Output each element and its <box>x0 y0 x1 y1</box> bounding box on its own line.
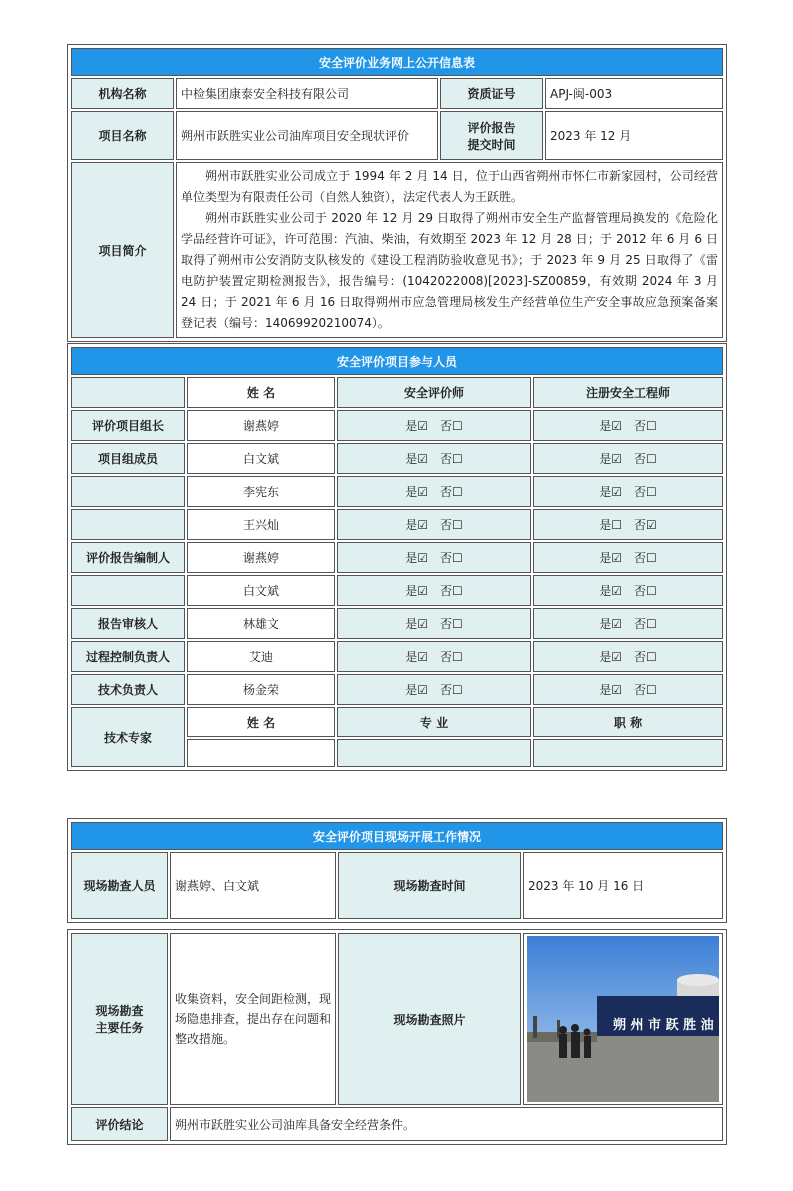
org-label: 机构名称 <box>71 78 174 109</box>
intro-label: 项目简介 <box>71 162 174 338</box>
col-engineer-header: 注册安全工程师 <box>533 377 723 408</box>
staff-title: 安全评价项目参与人员 <box>71 347 723 375</box>
site-people-label: 现场勘查人员 <box>71 852 168 919</box>
evaluator-checkbox-group: 是☑ 否☐ <box>337 575 531 606</box>
intro-paragraph-2: 朔州市跃胜实业公司于 2020 年 12 月 29 日取得了朔州市安全生产监督管理局换发的《危险化学品经营许可证》，许可范围：汽油、柴油，有效期至 2023 年 12 月 28 日；于 2012 年 6 月 6 日取得了朔州市公安消防支队核发的《建设工程消防验收意见书》；于 2023 年 9 月 25 日取得了《雷电防护装置定期检测报告》，报告编号：(1042022008)[2023]-SZ00859，有效期 2024 年 3 月 24 日；于 2021 年 6 月 16 日取得朔州市应急管理局核发生产经营单位生产安全事故应急预案备案登记表（编号：14069920210074）。 <box>181 211 718 330</box>
report-time-label-line1: 评价报告 <box>467 120 516 135</box>
site-photo <box>527 936 719 1102</box>
site-task-label <box>71 933 168 1105</box>
staff-name: 林雄文 <box>187 608 335 639</box>
conclusion-value: 朔州市跃胜实业公司油库具备安全经营条件。 <box>170 1107 723 1141</box>
staff-name: 李宪东 <box>187 476 335 507</box>
staff-role: 报告审核人 <box>71 608 185 639</box>
expert-title-value <box>533 739 723 767</box>
org-value: 中检集团康泰安全科技有限公司 <box>176 78 438 109</box>
intro-value <box>176 162 723 338</box>
site-photo-label: 现场勘查照片 <box>338 933 521 1105</box>
site-info-table <box>67 818 727 923</box>
expert-label: 技术专家 <box>71 707 185 767</box>
table-row <box>71 443 723 474</box>
evaluator-checkbox-group: 是☑ 否☐ <box>337 608 531 639</box>
engineer-checkbox-group: 是☑ 否☐ <box>533 575 723 606</box>
project-value: 朔州市跃胜实业公司油库项目安全现状评价 <box>176 111 438 160</box>
site-task-value: 收集资料，安全间距检测，现场隐患排查，提出存在问题和整改措施。 <box>170 933 336 1105</box>
engineer-checkbox-group: 是☑ 否☐ <box>533 641 723 672</box>
report-time-value: 2023 年 12 月 <box>545 111 723 160</box>
site-title: 安全评价项目现场开展工作情况 <box>71 822 723 850</box>
evaluator-checkbox-group: 是☑ 否☐ <box>337 476 531 507</box>
site-time-label: 现场勘查时间 <box>338 852 521 919</box>
engineer-checkbox-group: 是☑ 否☐ <box>533 410 723 441</box>
table-row <box>71 674 723 705</box>
site-photo-sign: 朔 州 市 跃 胜 油 <box>613 1018 714 1033</box>
staff-role <box>71 476 185 507</box>
evaluator-checkbox-group: 是☑ 否☐ <box>337 443 531 474</box>
engineer-checkbox-group: 是☑ 否☐ <box>533 542 723 573</box>
staff-table <box>67 343 727 771</box>
table-row <box>71 476 723 507</box>
table-row <box>71 410 723 441</box>
public-info-table <box>67 44 727 342</box>
site-task-table <box>67 929 727 1145</box>
engineer-checkbox-group: 是☑ 否☐ <box>533 674 723 705</box>
staff-role: 技术负责人 <box>71 674 185 705</box>
table-row <box>71 608 723 639</box>
evaluator-checkbox-group: 是☑ 否☐ <box>337 410 531 441</box>
cert-value: APJ-闽-003 <box>545 78 723 109</box>
expert-col-major: 专 业 <box>337 707 531 737</box>
intro-paragraph-1: 朔州市跃胜实业公司成立于 1994 年 2 月 14 日，位于山西省朔州市怀仁市新家园村，公司经营单位类型为有限责任公司（自然人独资），法定代表人为王跃胜。 <box>181 169 718 204</box>
engineer-checkbox-group: 是☑ 否☐ <box>533 443 723 474</box>
staff-corner-cell <box>71 377 185 408</box>
evaluator-checkbox-group: 是☑ 否☐ <box>337 542 531 573</box>
expert-major-value <box>337 739 531 767</box>
conclusion-label: 评价结论 <box>71 1107 168 1141</box>
staff-name: 谢燕婷 <box>187 410 335 441</box>
staff-name: 杨金荣 <box>187 674 335 705</box>
col-evaluator-header: 安全评价师 <box>337 377 531 408</box>
engineer-checkbox-group: 是☑ 否☐ <box>533 476 723 507</box>
evaluator-checkbox-group: 是☑ 否☐ <box>337 674 531 705</box>
staff-role <box>71 509 185 540</box>
report-time-label <box>440 111 543 160</box>
staff-name: 白文斌 <box>187 443 335 474</box>
staff-role: 过程控制负责人 <box>71 641 185 672</box>
table-row <box>71 575 723 606</box>
site-task-label-line2: 主要任务 <box>95 1021 144 1035</box>
staff-name: 王兴灿 <box>187 509 335 540</box>
public-info-title: 安全评价业务网上公开信息表 <box>71 48 723 76</box>
staff-role <box>71 575 185 606</box>
site-photo-cell <box>523 933 723 1105</box>
staff-name: 白文斌 <box>187 575 335 606</box>
staff-role: 项目组成员 <box>71 443 185 474</box>
staff-name: 艾迪 <box>187 641 335 672</box>
table-row <box>71 509 723 540</box>
table-row <box>71 641 723 672</box>
site-task-label-line1: 现场勘查 <box>95 1004 144 1018</box>
cert-label: 资质证号 <box>440 78 543 109</box>
col-name-header: 姓 名 <box>187 377 335 408</box>
expert-col-title: 职 称 <box>533 707 723 737</box>
table-row <box>71 542 723 573</box>
evaluator-checkbox-group: 是☑ 否☐ <box>337 509 531 540</box>
expert-name-value <box>187 739 335 767</box>
project-label: 项目名称 <box>71 111 174 160</box>
engineer-checkbox-group: 是☐ 否☑ <box>533 509 723 540</box>
site-time-value: 2023 年 10 月 16 日 <box>523 852 723 919</box>
staff-name: 谢燕婷 <box>187 542 335 573</box>
staff-role: 评价项目组长 <box>71 410 185 441</box>
evaluator-checkbox-group: 是☑ 否☐ <box>337 641 531 672</box>
staff-role: 评价报告编制人 <box>71 542 185 573</box>
expert-col-name: 姓 名 <box>187 707 335 737</box>
report-time-label-line2: 提交时间 <box>467 137 516 152</box>
engineer-checkbox-group: 是☑ 否☐ <box>533 608 723 639</box>
site-people-value: 谢燕婷、白文斌 <box>170 852 336 919</box>
